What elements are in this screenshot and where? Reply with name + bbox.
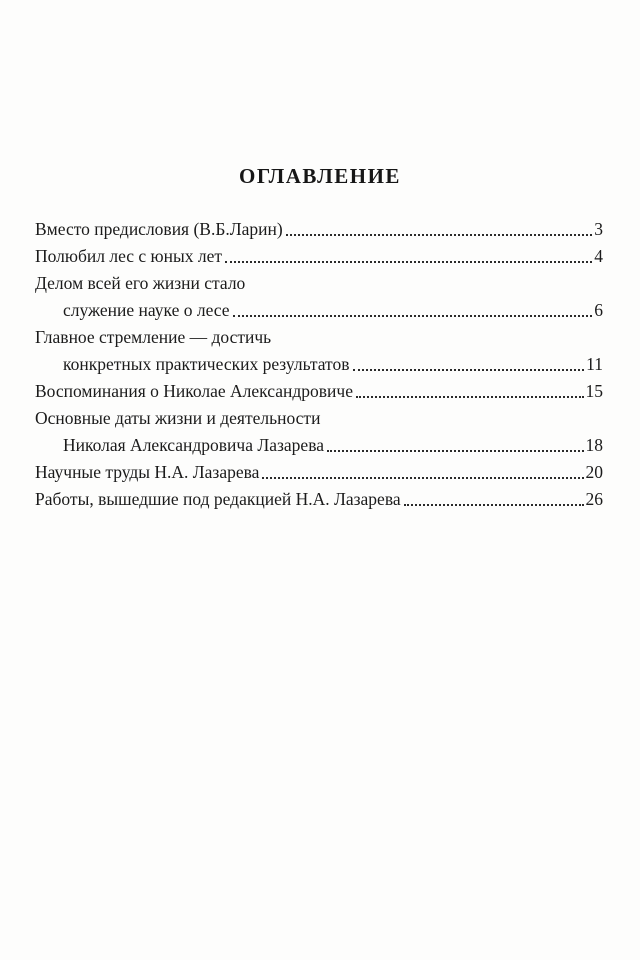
toc-entry-title: Научные труды Н.А. Лазарева (35, 462, 260, 482)
toc-page-number: 18 (585, 435, 603, 455)
toc-entry-title: служение науке о лесе (63, 300, 230, 320)
dot-leader (262, 477, 583, 479)
dot-leader (327, 450, 584, 452)
dot-leader (356, 396, 584, 398)
toc-entry-title: конкретных практических результатов (63, 354, 350, 374)
page-title: ОГЛАВЛЕНИЕ (239, 164, 401, 188)
toc-entry-line (35, 432, 603, 459)
toc-entry-title: Николая Александровича Лазарева (63, 435, 324, 455)
dot-leader (225, 261, 592, 263)
toc-entry-line (35, 405, 603, 432)
toc-entry-line (35, 378, 603, 405)
toc-page-number: 26 (585, 489, 603, 509)
toc-entry-title: Полюбил лес с юных лет (35, 246, 223, 266)
toc-entry-title: Вместо предисловия (В.Б.Ларин) (35, 219, 283, 239)
dot-leader (404, 504, 584, 506)
toc-page-number: 11 (586, 354, 603, 374)
toc-page-number: 3 (594, 219, 603, 239)
toc-list (35, 216, 603, 513)
toc-page-number: 4 (594, 246, 603, 266)
toc-entry-line (35, 351, 603, 378)
toc-entry-title: Основные даты жизни и деятельности (35, 408, 321, 428)
toc-entry-title: Воспоминания о Николае Александровиче (35, 381, 353, 401)
toc-entry-line (35, 297, 603, 324)
toc-entry-line (35, 270, 603, 297)
toc-entry-line (35, 216, 603, 243)
dot-leader (286, 234, 593, 236)
toc-entry-line (35, 459, 603, 486)
toc-entry-title: Делом всей его жизни стало (35, 273, 246, 293)
toc-page-number: 15 (585, 381, 603, 401)
dot-leader (353, 369, 585, 371)
toc-entry-line (35, 324, 603, 351)
toc-entry-title: Главное стремление — достичь (35, 327, 272, 347)
dot-leader (233, 315, 593, 317)
toc-entry-line (35, 486, 603, 513)
toc-entry-title: Работы, вышедшие под редакцией Н.А. Лазарева (35, 489, 401, 509)
toc-entry-line (35, 243, 603, 270)
toc-page-number: 20 (585, 462, 603, 482)
toc-page-number: 6 (594, 300, 603, 320)
